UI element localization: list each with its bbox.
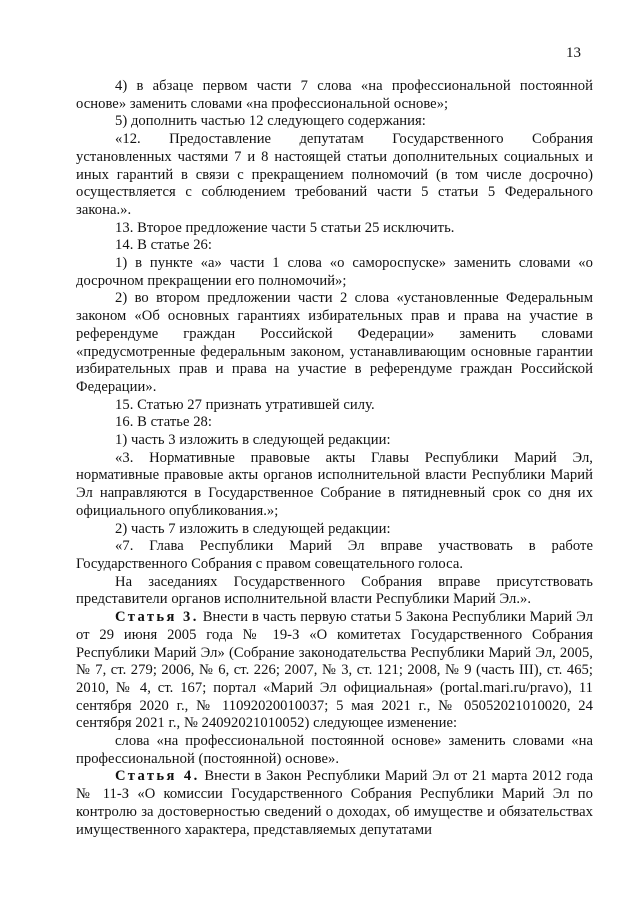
article-4-text: Внести в Закон Республики Марий Эл от 21 марта 2012 года № 11-З «О комиссии Государственного Собрания Республики Марий Эл по контролю за достоверностью сведений о доходах, об имуществе и обязательствах имущественного характера, представляемых депутатами (76, 768, 594, 838)
paragraph-item-16: 16. В статье 28: (115, 414, 213, 431)
article-4-paragraph (76, 768, 593, 839)
paragraph-item-16-2: 2) часть 7 изложить в следующей редакции: (115, 520, 391, 537)
page-number: 13 (566, 45, 581, 61)
paragraph-item-13: 13. Второе предложение части 5 статьи 25 исключить. (115, 219, 455, 236)
paragraph-item-14: 14. В статье 26: (115, 237, 213, 254)
article-3-change: слова «на профессиональной постоянной основе» заменить словами «на профессиональной (постоянной) основе». (76, 733, 593, 767)
paragraph-item-16-1: 1) часть 3 изложить в следующей редакции: (115, 432, 391, 449)
paragraph-amend-4: 4) в абзаце первом части 7 слова «на профессиональной постоянной основе» заменить словами «на профессиональной основе»; (76, 78, 593, 112)
paragraph-amend-5: 5) дополнить частью 12 следующего содержания: (115, 113, 426, 130)
article-3-text: Внести в часть первую статьи 5 Закона Республики Марий Эл от 29 июня 2005 года № 19-З «О комитетах Государственного Собрания Республики Марий Эл» (Собрание законодательства Республики Марий Эл, 2005, № 7, ст. 279; 2006, № 6, ст. 226; 2007, № 3, ст. 121; 2008, № 9 (часть III), ст. 465; 2010, № 4, ст. 167; портал «Марий Эл официальная» (portal.mari.ru/pravo), 11 сентября 2020 г., № 11092020010037; 5 мая 2021 г., № 05052021010020, 24 сентября 2021 г., № 24092021010052) следующее изменение: (76, 609, 593, 732)
paragraph-part-3-text: «3. Нормативные правовые акты Главы Республики Марий Эл, нормативные правовые акты органов исполнительной власти Республики Марий Эл направляются в Государственное Собрание в пятидневный срок со дня их официального опубликования.»; (76, 449, 593, 519)
paragraph-part-7-text-cont: На заседаниях Государственного Собрания вправе присутствовать представители органов исполнительной власти Республики Марий Эл.». (76, 573, 593, 608)
paragraph-part-7-text: «7. Глава Республики Марий Эл вправе участвовать в работе Государственного Собрания с правом совещательного голоса. (76, 538, 593, 572)
article-4-heading: Статья 4. (115, 768, 200, 785)
article-3-paragraph (76, 609, 593, 733)
article-3-heading: Статья 3. (115, 609, 199, 626)
paragraph-item-14-2: 2) во втором предложении части 2 слова «установленные Федеральным законом «Об основных гарантиях избирательных прав и права на участие в референдуме граждан Российской Федерации» заменить словами «предусмотренные федеральным законом, устанавливающим основные гарантии избирательных прав и права на участие в референдуме граждан Российской Федерации». (76, 290, 593, 395)
paragraph-part-12-text: «12. Предоставление депутатам Государственного Собрания установленных частями 7 и 8 настоящей статьи дополнительных социальных и иных гарантий в связи с прекращением полномочий (в том числе досрочно) осуществляется с соблюдением требований части 5 статьи 5 Федерального закона.». (76, 131, 593, 218)
paragraph-item-14-1: 1) в пункте «а» части 1 слова «о самороспуске» заменить словами «о досрочном прекращении его полномочий»; (76, 255, 593, 289)
paragraph-item-15: 15. Статью 27 признать утратившей силу. (115, 396, 375, 413)
